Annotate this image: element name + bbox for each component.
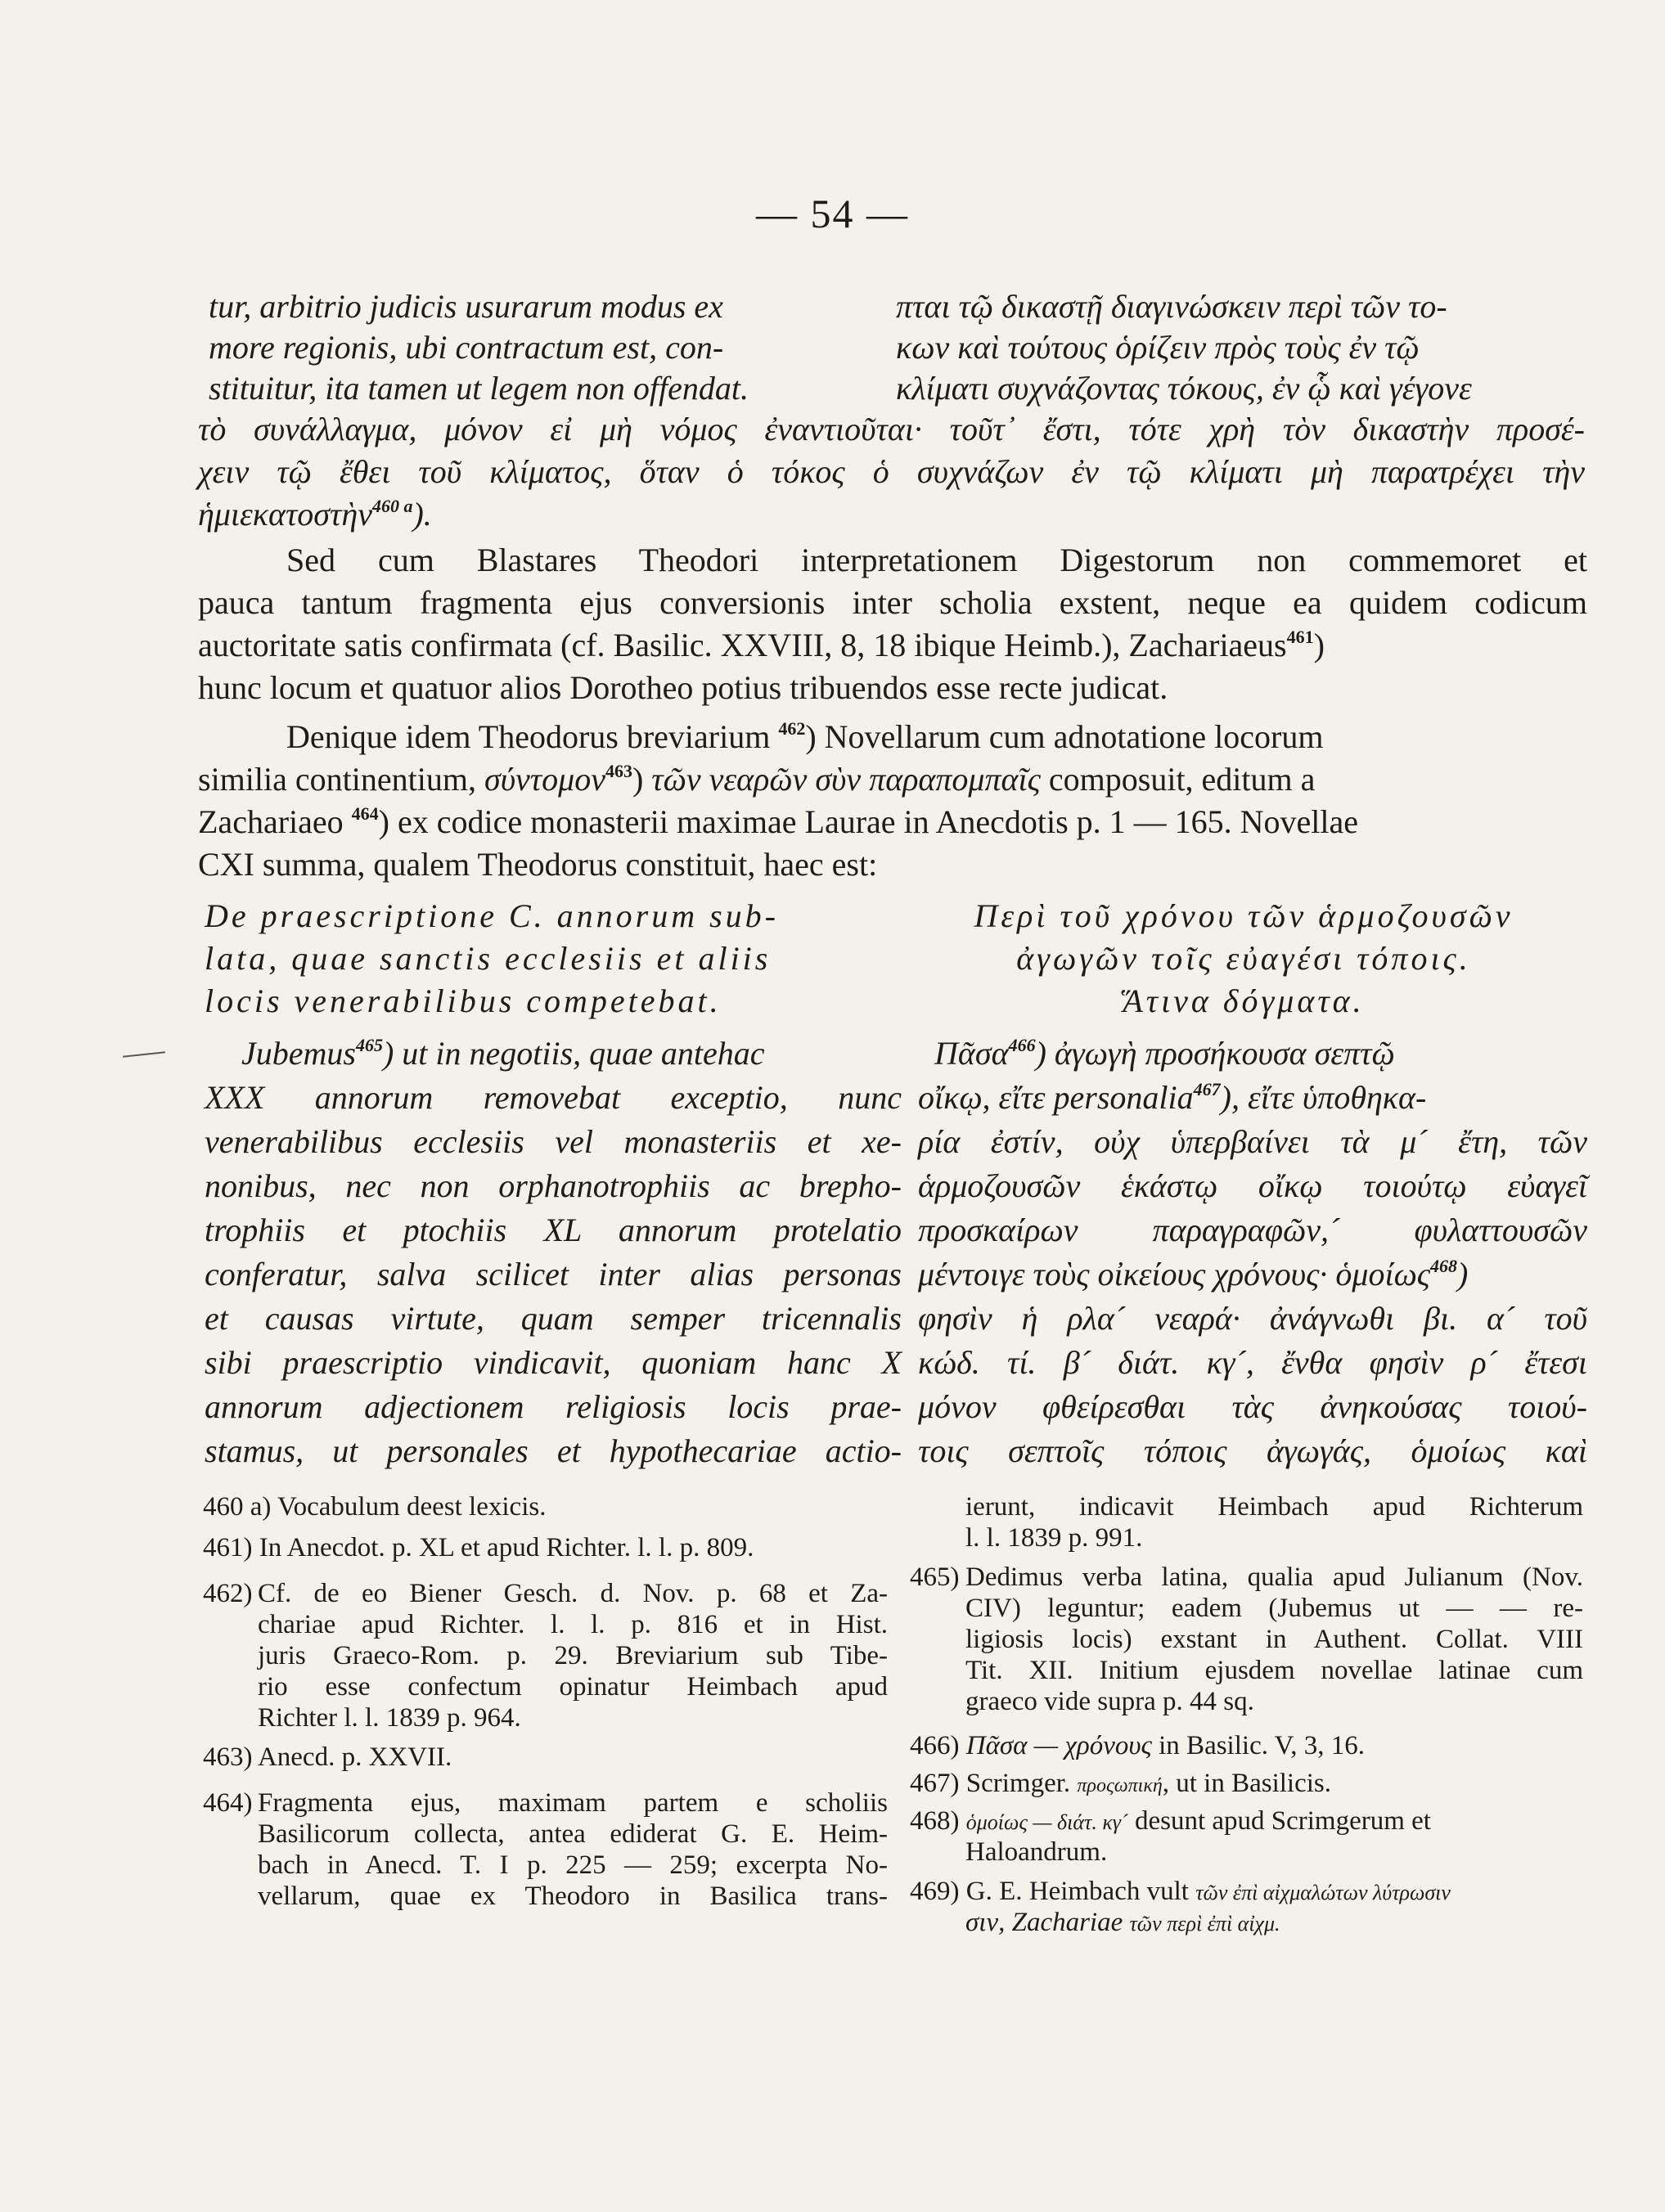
intro-latin-line-3: stituitur, ita tamen ut legem non offendat. — [209, 370, 749, 407]
footnote-465-line-3: ligiosis locis) exstant in Authent. Collat. VIII — [965, 1625, 1583, 1654]
left-body-line-6: conferatur, salva scilicet inter alias personas — [205, 1256, 902, 1293]
footnote-ref-460a: 460 a — [371, 496, 413, 516]
intro-greek-full-line-3: ἡμιεκατοστὴν$^{460 a}$). — [198, 496, 432, 533]
footnote-number: 466) — [910, 1731, 960, 1760]
para2-line-1: Denique idem Theodorus breviarium $^{462}$) Novellarum cum adnotatione locorum — [286, 718, 1324, 755]
intro-latin-line-2: more regionis, ubi contractum est, con- — [209, 329, 724, 366]
footnote-number: 469) — [910, 1877, 960, 1906]
right-body-line-10: τοις σεπτοῖς τόποις ἀγωγάς, ὁμοίως καὶ — [918, 1432, 1587, 1469]
footnote-464-line-1: Fragmenta ejus, maximam partem e scholiis — [258, 1788, 888, 1818]
para1-line-2: pauca tantum fragmenta ejus conversionis inter scholia exstent, neque ea quidem codicum — [198, 584, 1587, 621]
footnote-469-line-2: σιν, Zachariae τῶν περὶ ἐπὶ αἰχμ. — [965, 1908, 1280, 1937]
right-heading-line-2: ἀγωγῶν τοῖς εὐαγέσι τόποις. — [1016, 940, 1471, 977]
footnote-467: 467) Scrimger. προςωπική, ut in Basilicis. — [910, 1769, 1331, 1798]
para2-line-3: Zachariaeo $^{464}$) ex codice monasterii maximae Laurae in Anecdotis p. 1 — 165. Novellae — [198, 803, 1359, 840]
footnote-462-number: 462) — [203, 1579, 253, 1608]
para2-line-4: CXI summa, qualem Theodorus constituit, haec est: — [198, 846, 878, 883]
footnote-ref-461: 461 — [1286, 627, 1314, 647]
para1-line-3: auctoritate satis confirmata (cf. Basilic. XXVIII, 8, 18 ibique Heimb.), Zachariaeus$^{461}$) — [198, 627, 1325, 663]
right-body-line-7: φησὶν ἡ ρλα´ νεαρά· ἀνάγνωθι βι. α´ τοῦ — [918, 1300, 1587, 1337]
intro-latin-line-1: tur, arbitrio judicis usurarum modus ex — [209, 288, 723, 325]
footnote-ref-464: 464 — [351, 803, 379, 824]
intro-greek-full-line-1: τὸ συνάλλαγμα, μόνον εἰ μὴ νόμος ἐναντιοῦται· τοῦτ᾽ ἔστι, τότε χρὴ τὸν δικαστὴν προσέ- — [198, 411, 1585, 447]
footnote-464-line-2: Basilicorum collecta, antea ediderat G. E. Heim- — [258, 1819, 888, 1849]
left-body-line-10: stamus, ut personales et hypothecariae actio- — [205, 1432, 902, 1469]
footnote-number: 461) — [203, 1533, 253, 1562]
left-heading-line-1: De praescriptione C. annorum sub- — [205, 897, 779, 934]
left-body-line-5: trophiis et ptochiis XL annorum protelatio — [205, 1212, 902, 1248]
left-heading-line-2: lata, quae sanctis ecclesiis et aliis — [205, 940, 772, 977]
intro-greek-right-line-1: πται τῷ δικαστῇ διαγινώσκειν περὶ τῶν το- — [896, 288, 1447, 325]
footnote-number: 460 a) — [203, 1492, 272, 1522]
para2-line-2: similia continentium, σύντομον$^{463}$) τῶν νεαρῶν σὺν παραπομπαῖς composuit, editum a — [198, 761, 1316, 798]
right-body-line-5: προσκαίρων παραγραφῶν,´ φυλαττουσῶν — [918, 1212, 1587, 1248]
left-body-line-9: annorum adjectionem religiosis locis prae- — [205, 1388, 902, 1425]
footnote-465-line-4: Tit. XII. Initium ejusdem novellae latinae cum — [965, 1656, 1583, 1685]
footnote-number: 467) — [910, 1769, 960, 1798]
footnote-ref-462: 462 — [778, 718, 806, 739]
footnote-468: 468) ὁμοίως — διάτ. κγ´ desunt apud Scrimgerum et — [910, 1806, 1431, 1836]
margin-mark — [123, 1051, 165, 1057]
footnote-464-line-3: bach in Anecd. T. I p. 225 — 259; excerpta No- — [258, 1850, 888, 1880]
right-heading-line-3: Ἅτινα δόγματα. — [1123, 982, 1365, 1019]
footnote-462-line-4: rio esse confectum opinatur Heimbach apud — [258, 1672, 888, 1702]
footnote-ref-468: 468 — [1430, 1256, 1458, 1276]
right-body-line-8: κώδ. τί. β´ διάτ. κγ´, ἔνθα φησὶν ρ´ ἔτεσι — [918, 1344, 1587, 1381]
footnote-462-line-2: chariae apud Richter. l. l. p. 816 et in Hist. — [258, 1610, 888, 1639]
footnote-465-line-5: graeco vide supra p. 44 sq. — [965, 1687, 1254, 1716]
page-number: — 54 — — [756, 191, 909, 236]
footnote-number: 468) — [910, 1806, 960, 1836]
para1-line-4: hunc locum et quatuor alios Dorotheo potius tribuendos esse recte judicat. — [198, 669, 1168, 706]
footnote-464-cont-line-1: ierunt, indicavit Heimbach apud Richterum — [965, 1492, 1583, 1522]
intro-greek-right-line-3: κλίματι συχνάζοντας τόκους, ἐν ᾧ καὶ γέγονε — [896, 370, 1472, 407]
footnote-465-line-1: Dedimus verba latina, qualia apud Julianum (Nov. — [965, 1562, 1583, 1592]
footnote-463: 463) Anecd. p. XXVII. — [203, 1742, 452, 1772]
footnote-ref-463: 463 — [605, 761, 632, 781]
para1-line-1: Sed cum Blastares Theodori interpretationem Digestorum non commemoret et — [286, 542, 1587, 578]
footnote-ref-465: 465 — [355, 1035, 383, 1055]
right-body-line-3: ρία ἐστίν, οὐχ ὑπερβαίνει τὰ μ´ ἔτη, τῶν — [918, 1123, 1587, 1160]
right-body-line-6: μέντοιγε τοὺς οἰκείους χρόνους· ὁμοίως$^{468}$) — [918, 1256, 1469, 1293]
left-body-line-8: sibi praescriptio vindicavit, quoniam hanc X — [205, 1344, 902, 1381]
right-heading-line-1: Περὶ τοῦ χρόνου τῶν ἁρμοζουσῶν — [974, 897, 1514, 934]
right-body-line-1: Πᾶσα$^{466}$) ἀγωγὴ προσήκουσα σεπτῷ — [934, 1035, 1395, 1072]
left-body-line-4: nonibus, nec non orphanotrophiis ac brepho- — [205, 1167, 902, 1204]
footnote-ref-467: 467 — [1193, 1079, 1221, 1099]
footnote-464-cont-line-2: l. l. 1839 p. 991. — [965, 1523, 1143, 1553]
footnote-464-line-4: vellarum, quae ex Theodoro in Basilica trans- — [258, 1882, 888, 1911]
left-body-line-3: venerabilibus ecclesiis vel monasteriis et xe- — [205, 1123, 902, 1160]
right-body-line-2: οἴκῳ, εἴτε personalia$^{467}$), εἴτε ὑποθηκα- — [918, 1079, 1427, 1116]
right-body-line-9: μόνον φθείρεσθαι τὰς ἀνηκούσας τοιού- — [918, 1388, 1587, 1425]
intro-greek-full-line-2: χειν τῷ ἔθει τοῦ κλίματος, ὅταν ὁ τόκος ὁ συχνάζων ἐν τῷ κλίματι μὴ παρατρέχει τὴν — [198, 453, 1585, 490]
left-heading-line-3: locis venerabilibus competebat. — [205, 982, 722, 1019]
footnote-465-number: 465) — [910, 1562, 960, 1592]
footnote-number: 463) — [203, 1742, 253, 1772]
footnote-461: 461) In Anecdot. p. XL et apud Richter. l. l. p. 809. — [203, 1533, 754, 1562]
footnote-460a: 460 a) Vocabulum deest lexicis. — [203, 1492, 547, 1522]
intro-greek-right-line-2: κων καὶ τούτους ὁρίζειν πρὸς τοὺς ἐν τῷ — [896, 329, 1420, 366]
footnote-466: 466) Πᾶσα — χρόνους in Basilic. V, 3, 16. — [910, 1731, 1365, 1760]
footnote-ref-466: 466 — [1008, 1035, 1036, 1055]
footnote-465-line-2: CIV) leguntur; eadem (Jubemus ut — — re- — [965, 1594, 1583, 1623]
footnote-468-line-2: Haloandrum. — [965, 1837, 1108, 1867]
left-body-line-2: XXX annorum removebat exceptio, nunc — [205, 1079, 902, 1116]
footnote-462-line-3: juris Graeco-Rom. p. 29. Breviarium sub Tibe- — [258, 1641, 888, 1670]
footnote-462-line-1: Cf. de eo Biener Gesch. d. Nov. p. 68 et Za- — [258, 1579, 888, 1608]
left-body-line-1: Jubemus$^{465}$) ut in negotiis, quae antehac — [241, 1035, 765, 1072]
left-body-line-7: et causas virtute, quam semper tricennalis — [205, 1300, 902, 1337]
footnote-464-number: 464) — [203, 1788, 253, 1818]
right-body-line-4: ἁρμοζουσῶν ἑκάστῳ οἴκῳ τοιούτῳ εὐαγεῖ — [918, 1167, 1587, 1204]
footnote-462-line-5: Richter l. l. 1839 p. 964. — [258, 1703, 521, 1733]
footnote-469: 469) G. E. Heimbach vult τῶν ἐπὶ αἰχμαλώτων λύτρωσιν — [910, 1877, 1451, 1906]
